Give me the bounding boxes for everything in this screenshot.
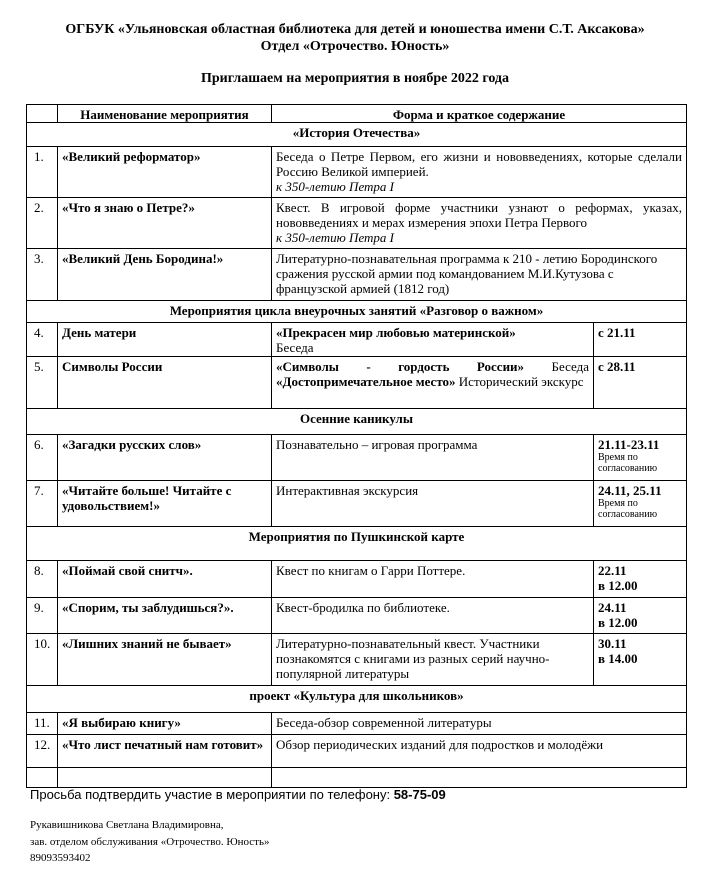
header-num-cell: [27, 105, 58, 123]
event-desc: [272, 357, 594, 409]
signature-role: зав. отделом обслуживания «Отрочество. Юность»: [30, 836, 270, 848]
event-desc: Литературно-познавательная программа к 210 - летию Бородинского сражения русской армии под командованием М.И.Кутузова с французской армией (1812 год): [272, 249, 687, 301]
event-desc-text: Беседа: [276, 340, 314, 355]
event-date: 24.11, 25.11: [598, 483, 662, 498]
event-name: «Что я знаю о Петре?»: [58, 198, 272, 249]
event-desc-title: «Достопримечательное место»: [276, 374, 456, 389]
event-date: 30.11: [598, 636, 627, 651]
section-row: [27, 686, 687, 713]
event-name: «Великий реформатор»: [58, 147, 272, 198]
event-date-cell: [594, 598, 687, 634]
table-row: [27, 634, 687, 686]
empty-row: [27, 768, 687, 788]
event-time-note: Время по согласованию: [598, 498, 658, 520]
row-num: 2.: [27, 198, 58, 249]
event-name: «Что лист печатный нам готовит»: [58, 735, 272, 768]
row-num: 7.: [27, 481, 58, 527]
table-row: [27, 713, 687, 735]
event-date: 24.11: [598, 600, 627, 615]
event-name: «Спорим, ты заблудишься?».: [58, 598, 272, 634]
section-autumn-holidays: Осенние каникулы: [27, 409, 687, 435]
event-desc: [272, 147, 687, 198]
row-num: 8.: [27, 561, 58, 598]
event-time: в 12.00: [598, 615, 638, 630]
event-desc: Познавательно – игровая программа: [272, 435, 594, 481]
event-name: Символы России: [58, 357, 272, 409]
signature-name: Рукавишникова Светлана Владимировна,: [30, 819, 224, 831]
event-name: «Великий День Бородина!»: [58, 249, 272, 301]
row-num: 9.: [27, 598, 58, 634]
event-note: к 350-летию Петра I: [276, 179, 395, 194]
events-table: [26, 104, 687, 788]
event-desc: Литературно-познавательный квест. Участники познакомятся с книгами из разных серий научно-популярной литературы: [272, 634, 594, 686]
row-num: 1.: [27, 147, 58, 198]
event-name: «Загадки русских слов»: [58, 435, 272, 481]
empty-cell: [272, 768, 687, 788]
empty-cell: [58, 768, 272, 788]
event-date-cell: [594, 481, 687, 527]
header-form-cell: Форма и краткое содержание: [272, 105, 687, 123]
event-name: «Лишних знаний не бывает»: [58, 634, 272, 686]
event-date: 22.11: [598, 563, 627, 578]
table-row: [27, 435, 687, 481]
event-desc: Квест-бродилка по библиотеке.: [272, 598, 594, 634]
org-title: ОГБУК «Ульяновская областная библиотека для детей и юношества имени С.Т. Аксакова»: [65, 22, 645, 37]
section-row: [27, 123, 687, 147]
section-row: [27, 409, 687, 435]
row-num: 4.: [27, 323, 58, 357]
event-time: в 12.00: [598, 578, 638, 593]
event-desc-text: Исторический экскурс: [455, 374, 584, 389]
section-pushkin-card: Мероприятия по Пушкинской карте: [27, 527, 687, 561]
event-date: 21.11-23.11: [598, 437, 660, 452]
event-desc: Обзор периодических изданий для подростков и молодёжи: [272, 735, 687, 768]
event-desc: [272, 323, 594, 357]
event-desc: Квест по книгам о Гарри Поттере.: [272, 561, 594, 598]
row-num: 10.: [27, 634, 58, 686]
table-row: [27, 481, 687, 527]
table-row: [27, 735, 687, 768]
event-name: «Поймай свой снитч».: [58, 561, 272, 598]
row-num: 3.: [27, 249, 58, 301]
empty-cell: [27, 768, 58, 788]
table-header-row: [27, 105, 687, 123]
confirm-text: Просьба подтвердить участие в мероприятии по телефону:: [30, 787, 394, 802]
row-num: 5.: [27, 357, 58, 409]
table-row: [27, 561, 687, 598]
section-row: [27, 301, 687, 323]
event-note: к 350-летию Петра I: [276, 230, 395, 245]
event-date: с 28.11: [594, 357, 687, 409]
event-name: «Читайте больше! Читайте с удовольствием!»: [58, 481, 272, 527]
event-desc-text: Квест. В игровой форме участники узнают о реформах, указах, нововведениях и мерах измерения эпохи Петра Первого: [276, 200, 682, 230]
event-name: «Я выбираю книгу»: [58, 713, 272, 735]
table-row: [27, 249, 687, 301]
section-history: «История Отечества»: [27, 123, 687, 147]
table-row: [27, 357, 687, 409]
signature-phone: 89093593402: [30, 852, 91, 864]
section-row: [27, 527, 687, 561]
event-desc-title: «Прекрасен мир любовью материнской»: [276, 325, 516, 340]
dept-title: Отдел «Отрочество. Юность»: [260, 39, 450, 54]
event-time: в 14.00: [598, 651, 638, 666]
table-row: [27, 598, 687, 634]
row-num: 6.: [27, 435, 58, 481]
event-desc: Интерактивная экскурсия: [272, 481, 594, 527]
invite-heading: Приглашаем на мероприятия в ноябре 2022 года: [200, 71, 510, 86]
event-time-note: Время по согласованию: [598, 452, 658, 474]
event-desc: Беседа-обзор современной литературы: [272, 713, 687, 735]
event-date-cell: [594, 634, 687, 686]
event-desc-text: Беседа о Петре Первом, его жизни и нововведениях, которые сделали Россию Великой империей.: [276, 149, 682, 179]
event-date: с 21.11: [594, 323, 687, 357]
table-row: [27, 147, 687, 198]
row-num: 11.: [27, 713, 58, 735]
contact-phone: 58-75-09: [393, 787, 446, 802]
event-desc: [272, 198, 687, 249]
event-desc-title: «Символы - гордость России»: [276, 359, 525, 374]
header-name-cell: Наименование мероприятия: [58, 105, 272, 123]
section-culture-project: проект «Культура для школьников»: [27, 686, 687, 713]
table-row: [27, 198, 687, 249]
confirm-note: [30, 787, 446, 802]
table-row: [27, 323, 687, 357]
event-date-cell: [594, 435, 687, 481]
event-name: День матери: [58, 323, 272, 357]
row-num: 12.: [27, 735, 58, 768]
section-important-talks: Мероприятия цикла внеурочных занятий «Разговор о важном»: [27, 301, 687, 323]
event-desc-text: Беседа: [524, 359, 589, 374]
event-date-cell: [594, 561, 687, 598]
